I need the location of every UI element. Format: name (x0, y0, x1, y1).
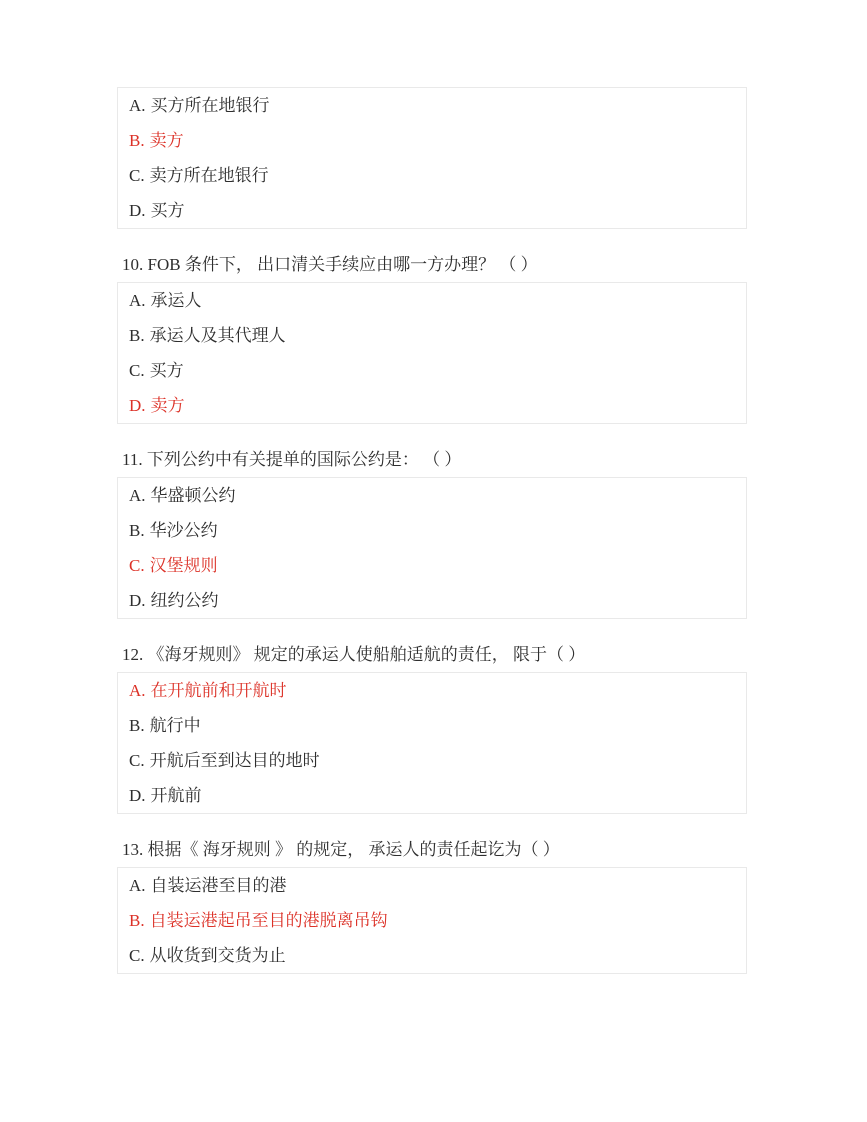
question-block-11 (117, 442, 747, 619)
option-row (129, 513, 735, 548)
option-text: 开航前 (150, 786, 202, 805)
option-row (129, 283, 735, 318)
option-label: B. (129, 326, 145, 345)
option-text: 买方 (149, 361, 184, 380)
option-row (129, 868, 735, 903)
option-text: 航行中 (149, 716, 201, 735)
option-text: 自装运港至目的港 (150, 876, 287, 895)
question-block-9 (117, 87, 747, 229)
option-label: C. (129, 361, 145, 380)
option-text: 纽约公约 (150, 591, 219, 610)
option-row (129, 778, 735, 813)
option-label: A. (129, 291, 146, 310)
question-title: 13. 根据《 海牙规则 》 的规定， 承运人的责任起讫为（ ） (122, 840, 560, 859)
option-label: A. (129, 96, 146, 115)
options-box (117, 87, 747, 229)
option-row (129, 158, 735, 193)
option-text: 华盛顿公约 (150, 486, 236, 505)
question-title: 11. 下列公约中有关提单的国际公约是： （ ） (122, 450, 462, 469)
option-row (129, 388, 735, 423)
option-text: 在开航前和开航时 (150, 681, 287, 700)
option-row (129, 583, 735, 618)
options-box (117, 282, 747, 424)
option-row (129, 673, 735, 708)
option-label: D. (129, 786, 146, 805)
option-label: A. (129, 681, 146, 700)
option-text: 承运人 (150, 291, 202, 310)
option-row (129, 88, 735, 123)
option-text: 从收货到交货为止 (149, 946, 286, 965)
option-row (129, 708, 735, 743)
option-text: 卖方 (149, 131, 184, 150)
option-text: 卖方所在地银行 (149, 166, 269, 185)
option-row (129, 903, 735, 938)
question-list (117, 87, 747, 974)
option-row (129, 193, 735, 228)
option-row (129, 353, 735, 388)
options-box (117, 672, 747, 814)
option-text: 开航后至到达目的地时 (149, 751, 320, 770)
question-block-10 (117, 247, 747, 424)
option-label: B. (129, 716, 145, 735)
options-box (117, 477, 747, 619)
option-text: 买方所在地银行 (150, 96, 270, 115)
option-row (129, 548, 735, 583)
option-row (129, 123, 735, 158)
option-label: D. (129, 396, 146, 415)
option-row (129, 938, 735, 973)
option-text: 卖方 (150, 396, 185, 415)
option-label: A. (129, 486, 146, 505)
option-row (129, 743, 735, 778)
option-row (129, 478, 735, 513)
option-row (129, 318, 735, 353)
option-label: B. (129, 131, 145, 150)
option-text: 承运人及其代理人 (149, 326, 286, 345)
question-title: 10. FOB 条件下， 出口清关手续应由哪一方办理？ （ ） (122, 255, 538, 274)
option-label: D. (129, 201, 146, 220)
option-text: 汉堡规则 (149, 556, 218, 575)
question-title: 12. 《海牙规则》 规定的承运人使船舶适航的责任， 限于（ ） (122, 645, 586, 664)
option-label: C. (129, 556, 145, 575)
option-text: 自装运港起吊至目的港脱离吊钩 (149, 911, 388, 930)
question-block-13 (117, 832, 747, 974)
option-text: 买方 (150, 201, 185, 220)
option-label: B. (129, 911, 145, 930)
option-label: C. (129, 946, 145, 965)
option-label: C. (129, 751, 145, 770)
option-label: A. (129, 876, 146, 895)
option-text: 华沙公约 (149, 521, 218, 540)
question-block-12 (117, 637, 747, 814)
option-label: C. (129, 166, 145, 185)
option-label: D. (129, 591, 146, 610)
options-box (117, 867, 747, 974)
option-label: B. (129, 521, 145, 540)
